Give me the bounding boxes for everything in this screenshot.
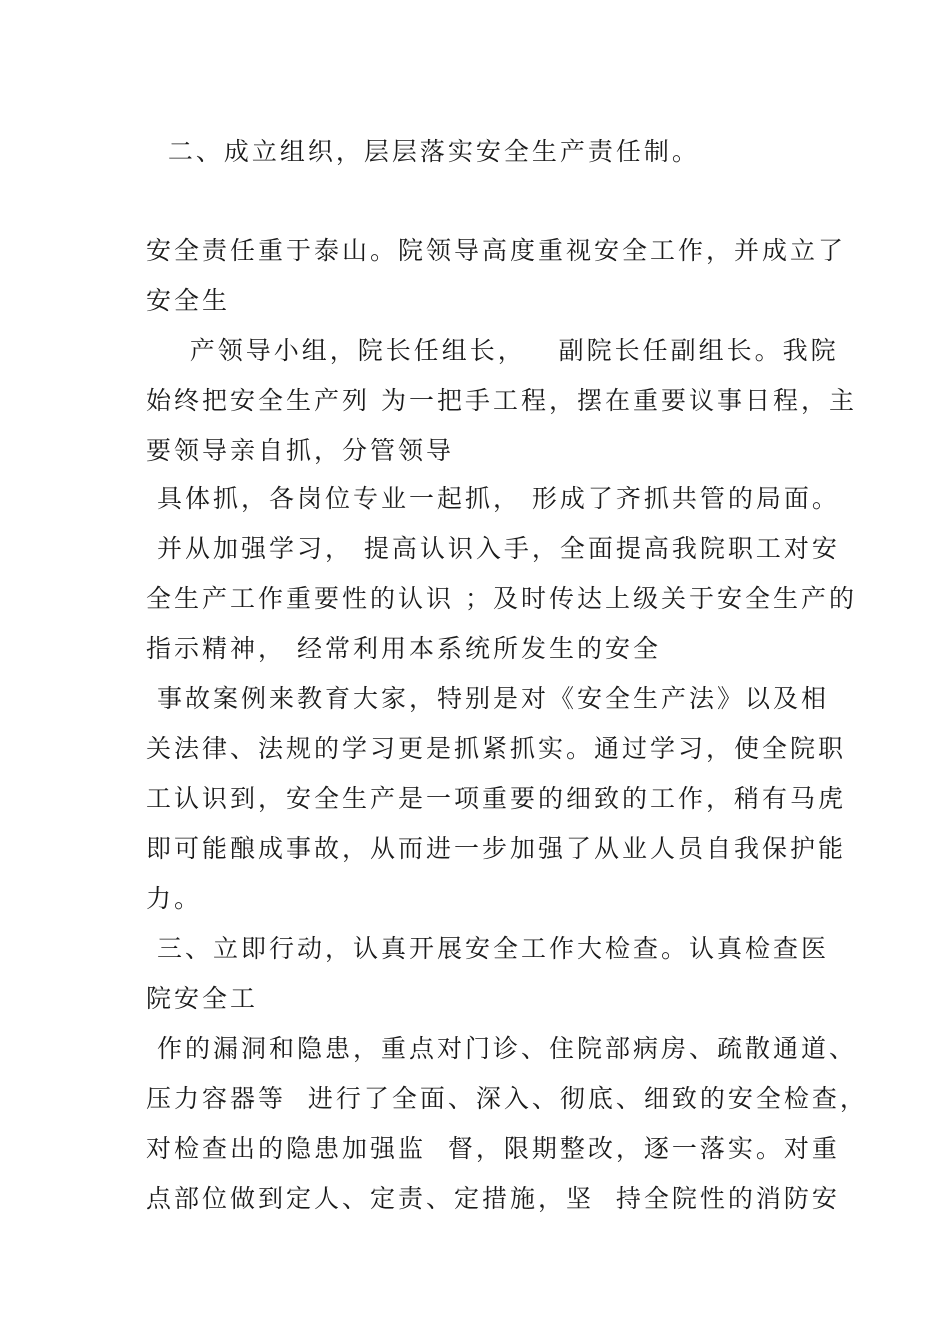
paragraph-line: 作的漏洞和隐患，重点对门诊、住院部病房、疏散通道、 [146, 1034, 857, 1063]
section-heading-2: 二、成立组织，层层落实安全生产责任制。 [146, 137, 700, 166]
paragraph-line: 事故案例来教育大家，特别是对《安全生产法》以及相 [146, 684, 829, 713]
paragraph-line: 工认识到，安全生产是一项重要的细致的工作，稍有马虎 [146, 784, 847, 813]
paragraph-line: 关法律、法规的学习更是抓紧抓实。通过学习，使全院职 [146, 734, 847, 763]
paragraph-line: 点部位做到定人、定责、定措施，坚 持全院性的消防安 [146, 1184, 840, 1213]
paragraph-line: 院安全工 [146, 984, 259, 1013]
paragraph-line: 始终把安全生产列 为一把手工程，摆在重要议事日程，主 [146, 386, 857, 415]
paragraph-line: 并从加强学习， 提高认识入手，全面提高我院职工对安 [146, 534, 840, 563]
paragraph-line: 安全生 [146, 286, 231, 315]
paragraph-line: 即可能酿成事故，从而进一步加强了从业人员自我保护能 [146, 834, 847, 863]
paragraph-line: 安全责任重于泰山。院领导高度重视安全工作，并成立了 [146, 236, 847, 265]
paragraph-line: 全生产工作重要性的认识 ；及时传达上级关于安全生产的 [146, 584, 857, 613]
paragraph-line: 力。 [146, 884, 203, 913]
paragraph-line: 具体抓，各岗位专业一起抓， 形成了齐抓共管的局面。 [146, 484, 840, 513]
paragraph-line: 对检查出的隐患加强监 督，限期整改，逐一落实。对重 [146, 1134, 840, 1163]
section-heading-3: 三、立即行动，认真开展安全工作大检查。认真检查医 [146, 934, 829, 963]
paragraph-line: 指示精神， 经常利用本系统所发生的安全 [146, 634, 661, 663]
paragraph-line: 压力容器等 进行了全面、深入、彻底、细致的安全检查， [146, 1084, 868, 1113]
paragraph-line: 产领导小组，院长任组长， 副院长任副组长。我院 [146, 336, 839, 365]
paragraph-line: 要领导亲自抓，分管领导 [146, 436, 455, 465]
